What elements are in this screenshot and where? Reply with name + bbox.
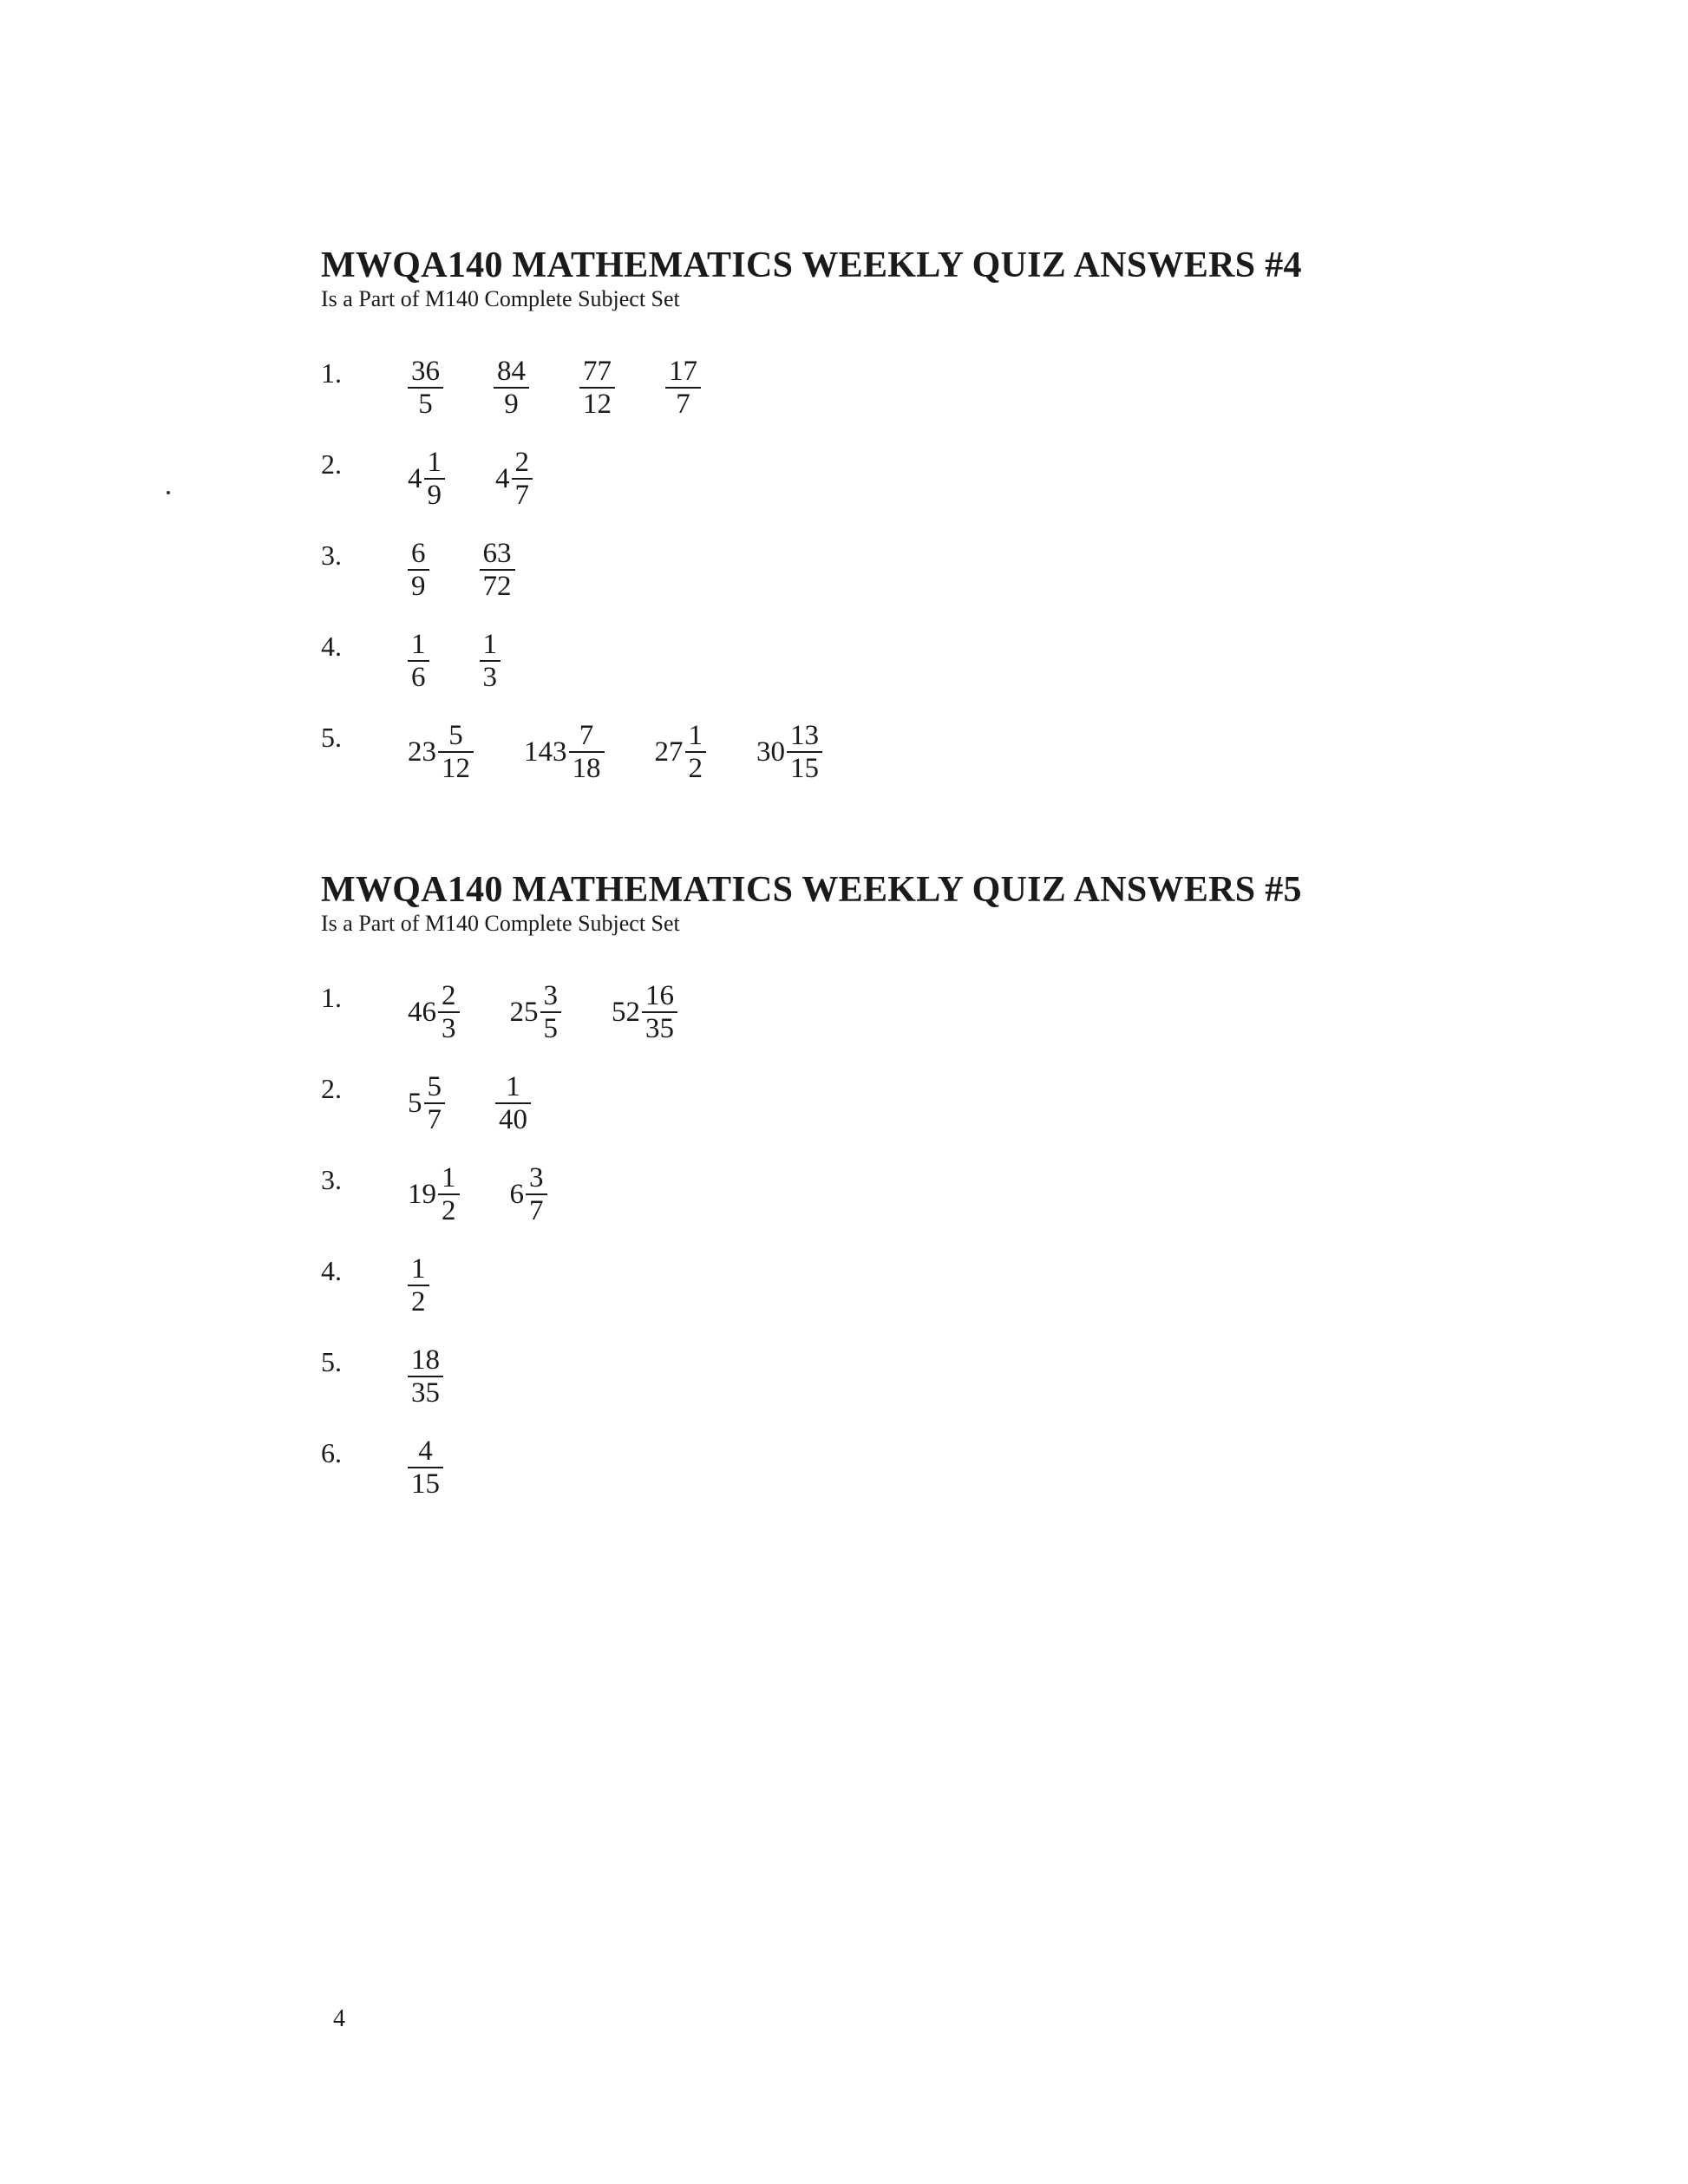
numerator: 5 xyxy=(427,1071,442,1102)
numerator: 4 xyxy=(418,1435,433,1467)
answer-list xyxy=(408,538,515,603)
denominator: 7 xyxy=(676,389,690,421)
denominator: 7 xyxy=(514,480,529,512)
fraction xyxy=(526,1162,547,1227)
denominator: 18 xyxy=(572,753,601,785)
numerator: 17 xyxy=(669,356,697,387)
mixed-number-answer xyxy=(612,980,677,1045)
problem-number: 1. xyxy=(321,357,342,389)
mixed-number-answer xyxy=(408,1071,445,1136)
mixed-number-answer xyxy=(510,980,562,1045)
fraction xyxy=(424,447,446,512)
fraction xyxy=(408,1253,429,1318)
whole-part: 25 xyxy=(509,996,539,1028)
problem-number: 2. xyxy=(321,1073,342,1104)
denominator: 9 xyxy=(427,480,442,512)
answer-list xyxy=(408,720,822,785)
fraction xyxy=(665,356,701,421)
fraction-answer xyxy=(408,1435,443,1501)
problem-item xyxy=(321,720,1302,811)
fraction-answer xyxy=(495,1071,531,1136)
problem-item xyxy=(321,1071,1302,1162)
numerator: 3 xyxy=(543,980,558,1011)
fraction xyxy=(408,538,429,603)
fraction-answer xyxy=(665,356,701,421)
numerator: 7 xyxy=(579,720,594,751)
problem-item xyxy=(321,447,1302,538)
fraction xyxy=(438,1162,460,1227)
denominator: 12 xyxy=(583,389,612,421)
numerator: 18 xyxy=(411,1344,440,1376)
denominator: 5 xyxy=(543,1013,558,1045)
fraction-answer xyxy=(408,1253,429,1318)
fraction xyxy=(685,720,707,785)
whole-part: 30 xyxy=(756,736,785,768)
section-title: MWQA140 MATHEMATICS WEEKLY QUIZ ANSWERS #4 xyxy=(321,245,1302,285)
numerator: 2 xyxy=(514,447,529,478)
answer-list xyxy=(408,1071,531,1136)
fraction xyxy=(642,980,677,1045)
denominator: 40 xyxy=(499,1104,527,1136)
denominator: 12 xyxy=(442,753,470,785)
problem-list xyxy=(321,980,1302,1527)
denominator: 7 xyxy=(529,1195,544,1227)
mixed-number-answer xyxy=(495,447,533,512)
numerator: 1 xyxy=(411,1253,426,1285)
numerator: 84 xyxy=(497,356,526,387)
fraction xyxy=(540,980,562,1045)
fraction xyxy=(480,629,501,694)
answer-list xyxy=(408,447,533,512)
problem-item xyxy=(321,1253,1302,1344)
answer-list xyxy=(408,1435,443,1501)
numerator: 1 xyxy=(506,1071,520,1102)
answer-list xyxy=(408,980,677,1045)
whole-part: 5 xyxy=(408,1087,422,1119)
problem-item xyxy=(321,1162,1302,1253)
denominator: 3 xyxy=(442,1013,456,1045)
denominator: 15 xyxy=(790,753,819,785)
problem-item xyxy=(321,356,1302,447)
denominator: 5 xyxy=(418,389,433,421)
numerator: 1 xyxy=(427,447,442,478)
problem-item xyxy=(321,1344,1302,1435)
fraction xyxy=(579,356,615,421)
section-title: MWQA140 MATHEMATICS WEEKLY QUIZ ANSWERS #5 xyxy=(321,870,1302,910)
fraction-answer xyxy=(408,1344,443,1409)
denominator: 72 xyxy=(482,571,512,603)
fraction xyxy=(480,538,515,603)
denominator: 3 xyxy=(482,662,497,694)
fraction xyxy=(787,720,822,785)
fraction xyxy=(408,1344,443,1409)
fraction xyxy=(512,447,533,512)
mixed-number-answer xyxy=(408,447,445,512)
answer-list xyxy=(408,1162,547,1227)
numerator: 5 xyxy=(448,720,463,751)
mixed-number-answer xyxy=(408,720,474,785)
problem-number: 4. xyxy=(321,631,342,662)
fraction xyxy=(424,1071,446,1136)
mixed-number-answer xyxy=(408,1162,460,1227)
mixed-number-answer xyxy=(655,720,707,785)
fraction-answer xyxy=(480,538,515,603)
quiz-answers-section-4 xyxy=(321,245,1302,811)
denominator: 6 xyxy=(411,662,426,694)
whole-part: 23 xyxy=(408,736,436,768)
problem-list xyxy=(321,356,1302,811)
fraction-answer xyxy=(408,538,429,603)
answer-list xyxy=(408,629,501,694)
fraction xyxy=(569,720,605,785)
whole-part: 19 xyxy=(408,1178,436,1210)
problem-number: 6. xyxy=(321,1437,342,1468)
mixed-number-answer xyxy=(408,980,460,1045)
problem-number: 3. xyxy=(321,539,342,571)
numerator: 6 xyxy=(411,538,426,569)
denominator: 2 xyxy=(411,1286,426,1318)
numerator: 16 xyxy=(645,980,674,1011)
denominator: 35 xyxy=(645,1013,674,1045)
problem-number: 2. xyxy=(321,448,342,480)
numerator: 3 xyxy=(529,1162,544,1193)
page-number: 4 xyxy=(333,2005,345,2032)
mixed-number-answer xyxy=(756,720,822,785)
fraction xyxy=(494,356,529,421)
fraction xyxy=(408,1435,443,1501)
problem-item xyxy=(321,629,1302,720)
numerator: 2 xyxy=(442,980,456,1011)
section-subtitle: Is a Part of M140 Complete Subject Set xyxy=(321,911,680,936)
fraction xyxy=(408,356,443,421)
problem-item xyxy=(321,538,1302,629)
mixed-number-answer xyxy=(524,720,605,785)
problem-item xyxy=(321,980,1302,1071)
section-subtitle: Is a Part of M140 Complete Subject Set xyxy=(321,286,680,311)
denominator: 7 xyxy=(427,1104,442,1136)
denominator: 2 xyxy=(688,753,703,785)
quiz-answers-section-5 xyxy=(321,869,1302,1527)
numerator: 1 xyxy=(442,1162,456,1193)
whole-part: 4 xyxy=(495,462,510,494)
problem-number: 1. xyxy=(321,982,342,1013)
answer-list xyxy=(408,356,701,421)
denominator: 35 xyxy=(411,1377,440,1409)
fraction-answer xyxy=(480,629,501,694)
answer-list xyxy=(408,1253,429,1318)
numerator: 63 xyxy=(482,538,512,569)
stray-mark xyxy=(167,491,170,494)
problem-number: 4. xyxy=(321,1255,342,1286)
problem-item xyxy=(321,1435,1302,1527)
fraction-answer xyxy=(408,629,429,694)
problem-number: 3. xyxy=(321,1164,342,1195)
problem-number: 5. xyxy=(321,722,342,753)
whole-part: 143 xyxy=(524,736,567,768)
denominator: 15 xyxy=(411,1468,440,1501)
fraction xyxy=(408,629,429,694)
fraction-answer xyxy=(408,356,443,421)
fraction xyxy=(495,1071,531,1136)
whole-part: 6 xyxy=(509,1178,524,1210)
fraction xyxy=(438,720,474,785)
fraction-answer xyxy=(494,356,529,421)
whole-part: 27 xyxy=(654,736,684,768)
denominator: 9 xyxy=(411,571,426,603)
numerator: 1 xyxy=(482,629,497,660)
problem-number: 5. xyxy=(321,1346,342,1377)
denominator: 2 xyxy=(442,1195,456,1227)
whole-part: 4 xyxy=(408,462,422,494)
numerator: 1 xyxy=(688,720,703,751)
answer-list xyxy=(408,1344,443,1409)
denominator: 9 xyxy=(504,389,519,421)
fraction xyxy=(438,980,460,1045)
mixed-number-answer xyxy=(510,1162,547,1227)
fraction-answer xyxy=(579,356,615,421)
numerator: 77 xyxy=(583,356,612,387)
whole-part: 52 xyxy=(612,996,640,1028)
numerator: 13 xyxy=(790,720,819,751)
numerator: 36 xyxy=(411,356,440,387)
whole-part: 46 xyxy=(408,996,436,1028)
numerator: 1 xyxy=(411,629,426,660)
